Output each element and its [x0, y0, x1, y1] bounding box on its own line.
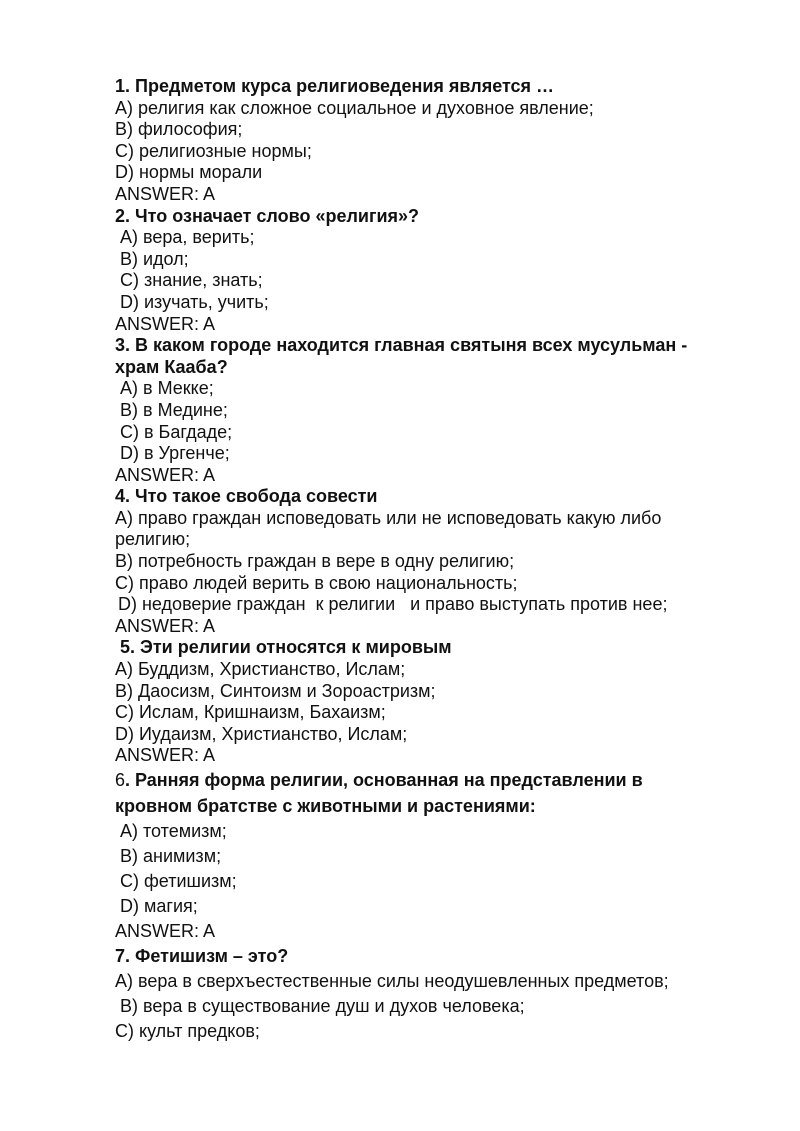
option-a: A) право граждан исповедовать или не исповедовать какую либо религию;: [115, 507, 662, 550]
question-title: 5. Эти религии относятся к мировым: [120, 637, 452, 658]
option-c: C) культ предков;: [115, 1021, 260, 1041]
option-a: A) религия как сложное социальное и духовное явление;: [115, 97, 594, 118]
answer-key: ANSWER: A: [115, 313, 216, 334]
question-title: 4. Что такое свобода совести: [115, 486, 378, 507]
question-title-text: . Ранняя форма религии, основанная на представлении в: [125, 770, 643, 790]
answer-key: ANSWER: A: [115, 183, 216, 204]
option-c: C) фетишизм;: [120, 871, 237, 891]
question-6: [115, 767, 740, 944]
question-title-line-2: кровном братстве с животными и растениями:: [115, 796, 536, 816]
option-d: D) магия;: [120, 896, 198, 916]
option-b: B) потребность граждан в вере в одну религию;: [115, 551, 515, 572]
answer-key: ANSWER: A: [115, 921, 216, 941]
option-b: B) в Медине;: [120, 399, 228, 420]
answer-key: ANSWER: A: [115, 745, 216, 766]
option-b: B) Даосизм, Синтоизм и Зороастризм;: [115, 680, 436, 701]
option-d: D) Иудаизм, Христианство, Ислам;: [115, 723, 408, 744]
question-1: [115, 76, 740, 206]
question-3: [115, 335, 740, 486]
question-title-line-1: [115, 767, 740, 794]
option-d: D) недоверие граждан к религии и право выступать против нее;: [118, 594, 668, 615]
answer-key: ANSWER: A: [115, 615, 216, 636]
option-c: C) религиозные нормы;: [115, 140, 312, 161]
option-b: B) идол;: [120, 248, 189, 269]
question-title-line-2: храм Кааба?: [115, 356, 228, 377]
question-2: [115, 206, 740, 336]
question-5: [115, 637, 740, 767]
option-c: C) знание, знать;: [120, 270, 263, 291]
question-title: 7. Фетишизм – это?: [115, 946, 289, 966]
answer-key: ANSWER: A: [115, 464, 216, 485]
option-c: C) Ислам, Кришнаизм, Бахаизм;: [115, 702, 386, 723]
option-c: C) право людей верить в свою национальность;: [115, 572, 518, 593]
question-title: 1. Предметом курса религиоведения является …: [115, 76, 555, 96]
option-a: A) вера, верить;: [120, 227, 255, 248]
question-title-line-1: 3. В каком городе находится главная святыня всех мусульман -: [115, 335, 688, 356]
option-d: D) в Ургенче;: [120, 443, 230, 464]
option-d: D) нормы морали: [115, 162, 263, 183]
option-a: A) Буддизм, Христианство, Ислам;: [115, 659, 406, 680]
option-a: A) в Мекке;: [120, 378, 214, 399]
option-b: B) философия;: [115, 119, 243, 140]
option-a: A) тотемизм;: [120, 821, 227, 841]
question-4: [115, 486, 740, 637]
option-d: D) изучать, учить;: [120, 291, 269, 312]
option-a: A) вера в сверхъестественные силы неодушевленных предметов;: [115, 971, 669, 991]
option-b: B) вера в существование душ и духов человека;: [120, 996, 525, 1016]
option-c: C) в Багдаде;: [120, 421, 233, 442]
question-title: 2. Что означает слово «религия»?: [115, 205, 420, 226]
question-7: [115, 944, 740, 1044]
option-b: B) анимизм;: [120, 846, 222, 866]
question-number: 6: [115, 770, 126, 790]
